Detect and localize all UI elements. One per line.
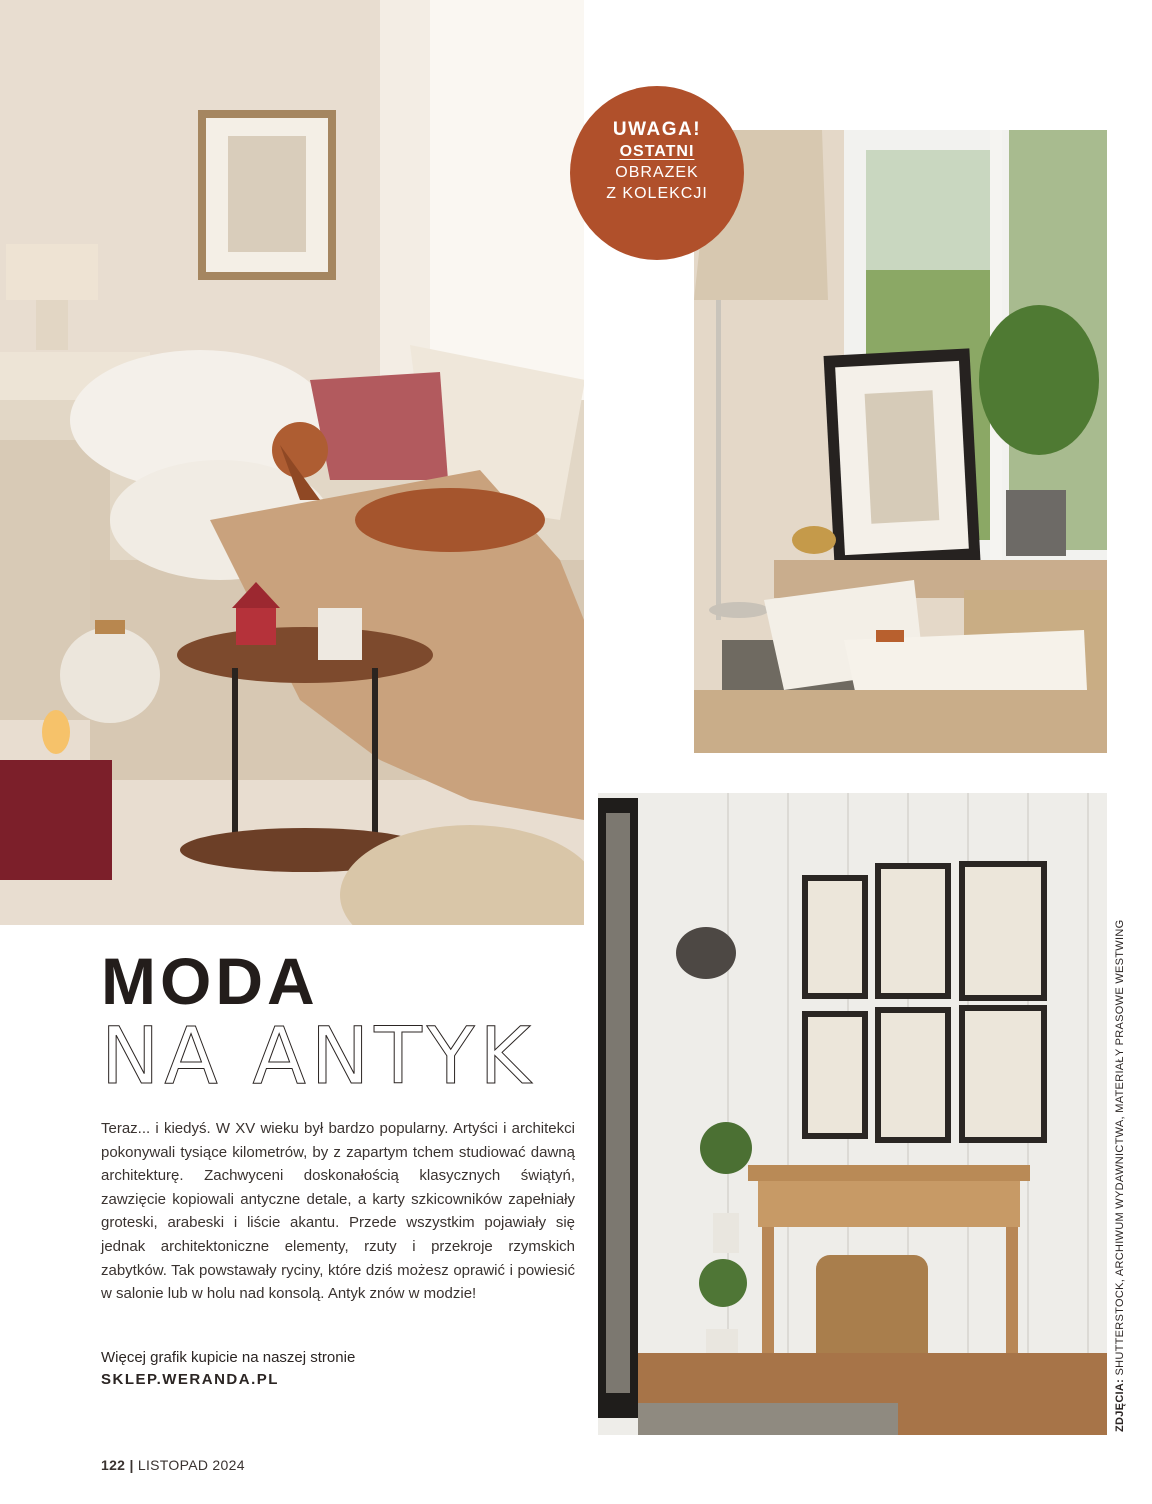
credits-label: ZDJĘCIA: (1114, 1378, 1126, 1432)
cta-text: Więcej grafik kupicie na naszej stronie (101, 1349, 356, 1366)
issue-date: LISTOPAD 2024 (137, 1457, 245, 1473)
badge-line-1: UWAGA! (612, 119, 702, 140)
last-item-badge (570, 86, 744, 260)
article-title-line-1: MODA (101, 944, 319, 1018)
badge-line-4: Z KOLEKCJI (606, 185, 708, 202)
photo-credits (1113, 832, 1127, 1432)
article-body: Teraz... i kiedyś. W XV wieku był bardzo popularny. Artyści i architekci pokonywali tysiące kilometrów, by z zapartym tchem studiować dawną architekturę. Zachwyceni doskonałością klasycznych świątyń, zawzięcie kopiowali antyczne detale, a karty szkicowników zapełniały groteski, arabeski i liście akantu. Przede wszystkim pojawiały się jednak architektoniczne elementy, rzuty i przekroje rzymskich zabytków. Tak powstawały ryciny, które dziś możesz oprawić i powiesić w salonie lub w holu nad konsolą. Antyk znów w modzie! (101, 1120, 575, 1303)
credits-text: SHUTTERSTOCK, ARCHIWUM WYDAWNICTWA, MATERIAŁY PRASOWE WESTWING (1114, 919, 1126, 1376)
shop-link[interactable]: SKLEP.WERANDA.PL (101, 1371, 279, 1388)
window-photo (694, 130, 1107, 753)
page-number: 122 (101, 1457, 126, 1473)
badge-line-2: OSTATNI (619, 143, 695, 160)
hallway-photo (598, 793, 1107, 1435)
badge-line-3: OBRAZEK (615, 164, 699, 181)
living-room-photo (0, 0, 584, 925)
article-title-line-2: NA ANTYK (101, 1012, 536, 1102)
footer-separator: | (129, 1457, 134, 1473)
page-footer (101, 1457, 245, 1473)
